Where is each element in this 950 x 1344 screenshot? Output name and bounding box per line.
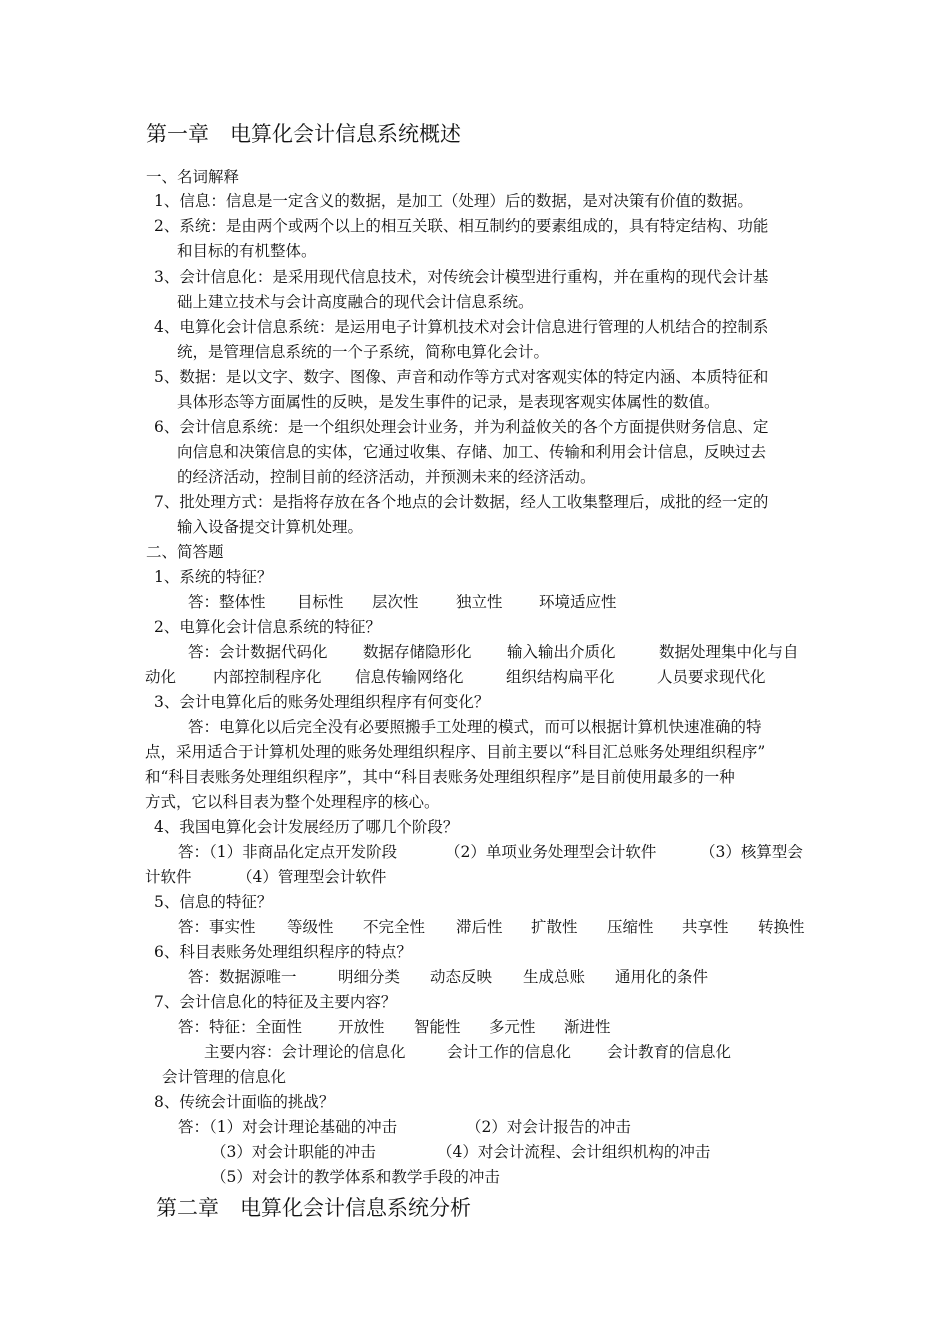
answer-8-item-2: （2）对会计报告的冲击 <box>466 1118 631 1136</box>
def-6-line-2: 向信息和决策信息的实体，它通过收集、存储、加工、传输和利用会计信息，反映过去 <box>177 443 767 461</box>
answer-5-item-1: 答：事实性 <box>178 918 256 936</box>
answer-6-item-3: 动态反映 <box>430 968 493 986</box>
answer-1-item-4: 独立性 <box>456 593 503 611</box>
section2-title: 二、简答题 <box>146 543 224 561</box>
answer-2-item-3: 输入输出介质化 <box>507 643 616 661</box>
def-2-line-1: 2、系统：是由两个或两个以上的相互关联、相互制约的要素组成的，具有特定结构、功能 <box>154 217 769 235</box>
answer-2-item-1: 答：会计数据代码化 <box>188 643 328 661</box>
answer-8-item-3: （3）对会计职能的冲击 <box>211 1143 376 1161</box>
answer-7-feature-1: 答：特征：全面性 <box>178 1018 303 1036</box>
answer-2-item-5: 动化 <box>145 668 177 686</box>
answer-7-feature-5: 渐进性 <box>564 1018 611 1036</box>
answer-3-line-3: 和“科目表账务处理组织程序”，其中“科目表账务处理组织程序”是目前使用最多的一种 <box>145 768 735 786</box>
chapter1-title: 第一章 电算化会计信息系统概述 <box>146 122 461 146</box>
answer-5-item-3: 不完全性 <box>363 918 426 936</box>
answer-4-item-1: 答：（1）非商品化定点开发阶段 <box>178 843 398 861</box>
answer-6-item-5: 通用化的条件 <box>615 968 709 986</box>
def-7-line-2: 输入设备提交计算机处理。 <box>177 518 364 536</box>
def-3-line-2: 础上建立技术与会计高度融合的现代会计信息系统。 <box>177 293 534 311</box>
answer-4-item-5: （4）管理型会计软件 <box>237 868 387 886</box>
answer-4-item-4: 计软件 <box>145 868 192 886</box>
question-4: 4、我国电算化会计发展经历了哪几个阶段？ <box>154 818 459 836</box>
answer-5-item-7: 共享性 <box>682 918 729 936</box>
answer-6-item-1: 答：数据源唯一 <box>188 968 297 986</box>
answer-1-item-5: 环境适应性 <box>539 593 617 611</box>
def-7-line-1: 7、批处理方式：是指将存放在各个地点的会计数据，经人工收集整理后，成批的经一定的 <box>154 493 769 511</box>
answer-2-item-7: 信息传输网络化 <box>355 668 464 686</box>
answer-5-item-5: 扩散性 <box>531 918 578 936</box>
def-5-line-2: 具体形态等方面属性的反映，是发生事件的记录，是表现客观实体属性的数值。 <box>177 393 720 411</box>
answer-5-item-2: 等级性 <box>287 918 334 936</box>
answer-5-item-8: 转换性 <box>758 918 805 936</box>
def-2-line-2: 和目标的有机整体。 <box>177 242 317 260</box>
answer-2-item-8: 组织结构扁平化 <box>506 668 615 686</box>
answer-5-item-6: 压缩性 <box>607 918 654 936</box>
chapter2-title: 第二章 电算化会计信息系统分析 <box>156 1196 471 1220</box>
answer-3-line-1: 答：电算化以后完全没有必要照搬手工处理的模式，而可以根据计算机快速准确的特 <box>188 718 762 736</box>
answer-7-feature-2: 开放性 <box>338 1018 385 1036</box>
question-3: 3、会计电算化后的账务处理组织程序有何变化？ <box>154 693 490 711</box>
answer-4-item-3: （3）核算型会 <box>700 843 803 861</box>
question-7: 7、会计信息化的特征及主要内容？ <box>154 993 397 1011</box>
answer-7-content-2: 会计工作的信息化 <box>447 1043 572 1061</box>
answer-6-item-2: 明细分类 <box>338 968 401 986</box>
answer-7-content-4: 会计管理的信息化 <box>162 1068 287 1086</box>
answer-2-item-2: 数据存储隐形化 <box>363 643 472 661</box>
answer-8-item-4: （4）对会计流程、会计组织机构的冲击 <box>437 1143 711 1161</box>
answer-5-item-4: 滞后性 <box>456 918 503 936</box>
question-5: 5、信息的特征？ <box>154 893 273 911</box>
answer-2-item-4: 数据处理集中化与自 <box>659 643 799 661</box>
answer-8-item-1: 答：（1）对会计理论基础的冲击 <box>178 1118 398 1136</box>
def-5-line-1: 5、数据：是以文字、数字、图像、声音和动作等方式对客观实体的特定内涵、本质特征和 <box>154 368 769 386</box>
def-4-line-1: 4、电算化会计信息系统：是运用电子计算机技术对会计信息进行管理的人机结合的控制系 <box>154 318 769 336</box>
answer-2-item-6: 内部控制程序化 <box>213 668 322 686</box>
answer-7-content-1: 主要内容：会计理论的信息化 <box>204 1043 406 1061</box>
answer-3-line-4: 方式，它以科目表为整个处理程序的核心。 <box>145 793 440 811</box>
question-1: 1、系统的特征？ <box>154 568 273 586</box>
section1-title: 一、名词解释 <box>146 168 240 186</box>
answer-6-item-4: 生成总账 <box>523 968 586 986</box>
answer-1-item-3: 层次性 <box>372 593 419 611</box>
answer-1-item-2: 目标性 <box>297 593 344 611</box>
answer-2-item-9: 人员要求现代化 <box>657 668 766 686</box>
def-6-line-1: 6、会计信息系统：是一个组织处理会计业务，并为利益攸关的各个方面提供财务信息、定 <box>154 418 769 436</box>
def-6-line-3: 的经济活动，控制目前的经济活动，并预测未来的经济活动。 <box>177 468 596 486</box>
answer-7-feature-3: 智能性 <box>414 1018 461 1036</box>
question-2: 2、电算化会计信息系统的特征？ <box>154 618 381 636</box>
answer-4-item-2: （2）单项业务处理型会计软件 <box>445 843 657 861</box>
question-8: 8、传统会计面临的挑战？ <box>154 1093 335 1111</box>
question-6: 6、科目表账务处理组织程序的特点？ <box>154 943 412 961</box>
def-3-line-1: 3、会计信息化：是采用现代信息技术，对传统会计模型进行重构，并在重构的现代会计基 <box>154 268 769 286</box>
answer-3-line-2: 点，采用适合于计算机处理的账务处理组织程序、目前主要以“科目汇总账务处理组织程序” <box>145 743 766 761</box>
def-1-line-1: 1、信息：信息是一定含义的数据，是加工（处理）后的数据，是对决策有价值的数据。 <box>154 192 753 210</box>
answer-1-item-1: 答：整体性 <box>188 593 266 611</box>
answer-7-content-3: 会计教育的信息化 <box>607 1043 732 1061</box>
def-4-line-2: 统，是管理信息系统的一个子系统，简称电算化会计。 <box>177 343 550 361</box>
answer-7-feature-4: 多元性 <box>489 1018 536 1036</box>
answer-8-item-5: （5）对会计的教学体系和教学手段的冲击 <box>211 1168 500 1186</box>
